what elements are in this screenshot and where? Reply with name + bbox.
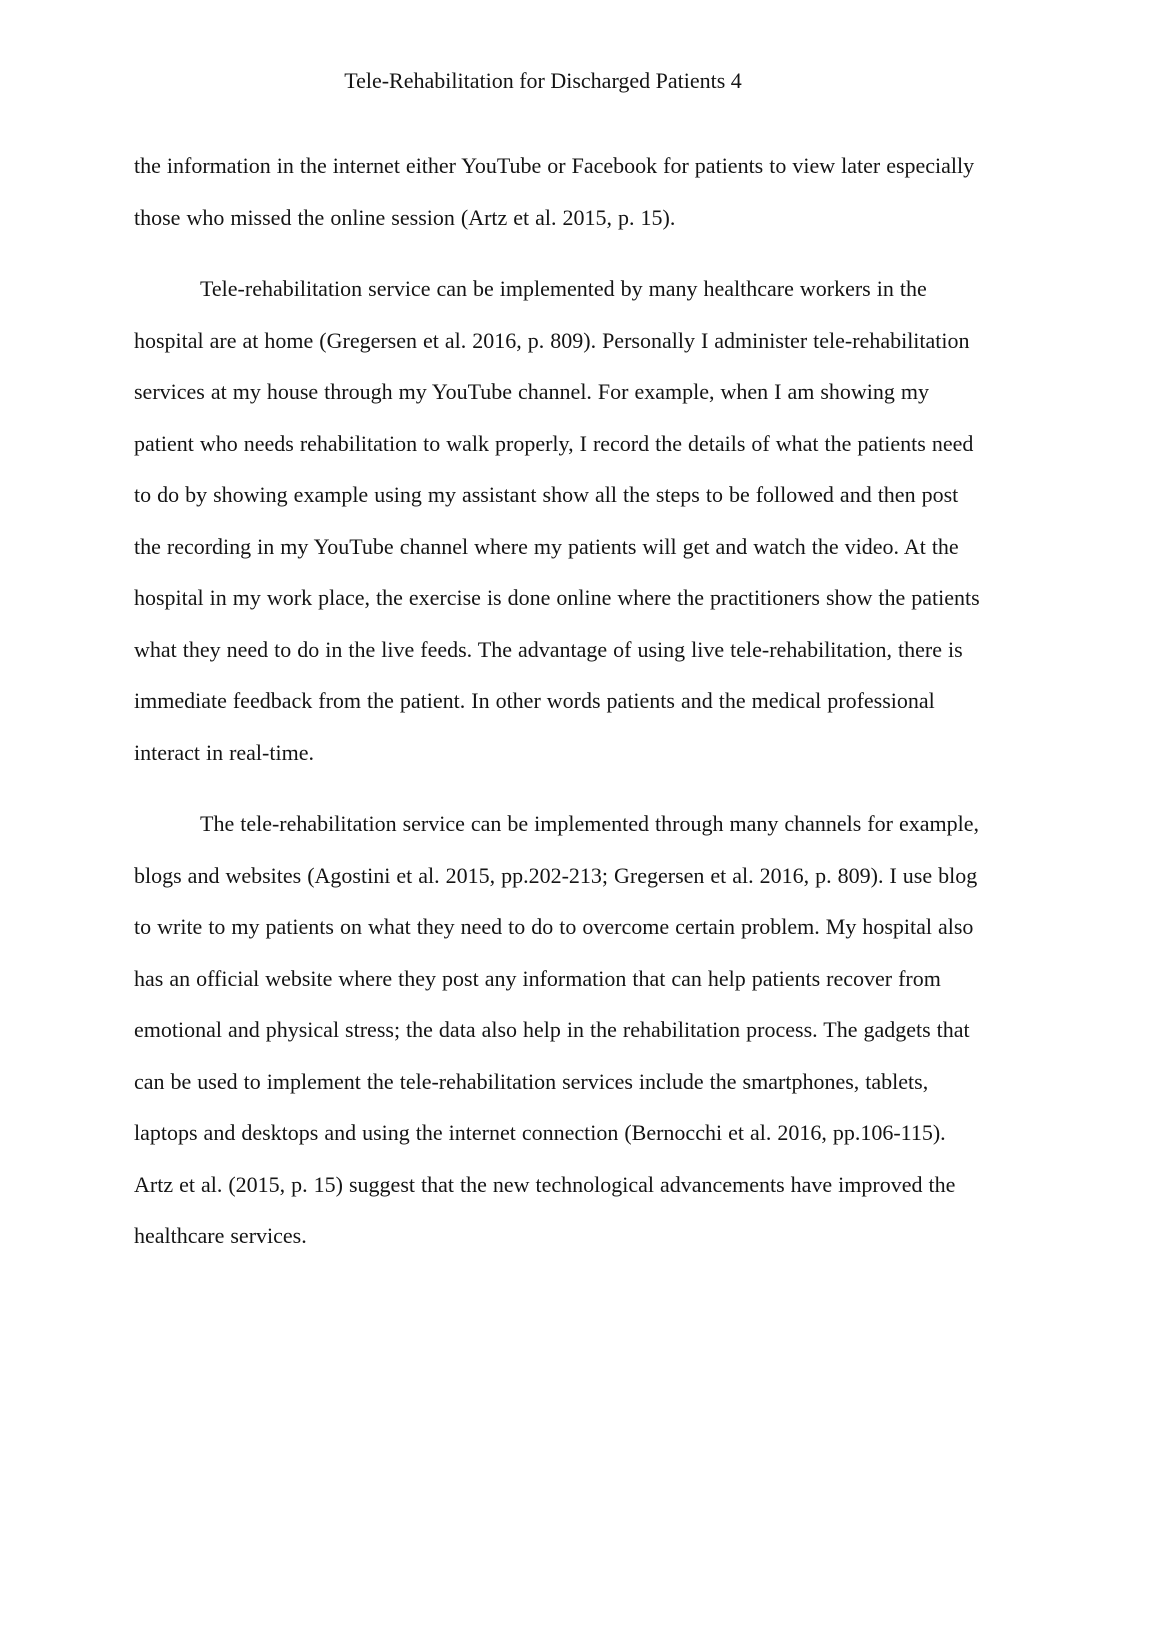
document-body	[134, 140, 988, 1262]
paragraph: The tele-rehabilitation service can be implemented through many channels for example, blogs and websites (Agostini et al. 2015, pp.202-213; Gregersen et al. 2016, p. 809). I use blog to write to my patients on what they need to do to overcome certain problem. My hospital also has an official website where they post any information that can help patients recover from emotional and physical stress; the data also help in the rehabilitation process. The gadgets that can be used to implement the tele-rehabilitation services include the smartphones, tablets, laptops and desktops and using the internet connection (Bernocchi et al. 2016, pp.106-115). Artz et al. (2015, p. 15) suggest that the new technological advancements have improved the healthcare services.	[134, 811, 979, 1248]
running-head: Tele-Rehabilitation for Discharged Patients 4	[344, 68, 742, 93]
paragraph: the information in the internet either YouTube or Facebook for patients to view later especially those who missed the online session (Artz et al. 2015, p. 15).	[134, 153, 975, 230]
paragraph: Tele-rehabilitation service can be implemented by many healthcare workers in the hospital are at home (Gregersen et al. 2016, p. 809). Personally I administer tele-rehabilitation services at my house through my YouTube channel. For example, when I am showing my patient who needs rehabilitation to walk properly, I record the details of what the patients need to do by showing example using my assistant show all the steps to be followed and then post the recording in my YouTube channel where my patients will get and watch the video. At the hospital in my work place, the exercise is done online where the practitioners show the patients what they need to do in the live feeds. The advantage of using live tele-rehabilitation, there is immediate feedback from the patient. In other words patients and the medical professional interact in real-time.	[134, 276, 980, 765]
